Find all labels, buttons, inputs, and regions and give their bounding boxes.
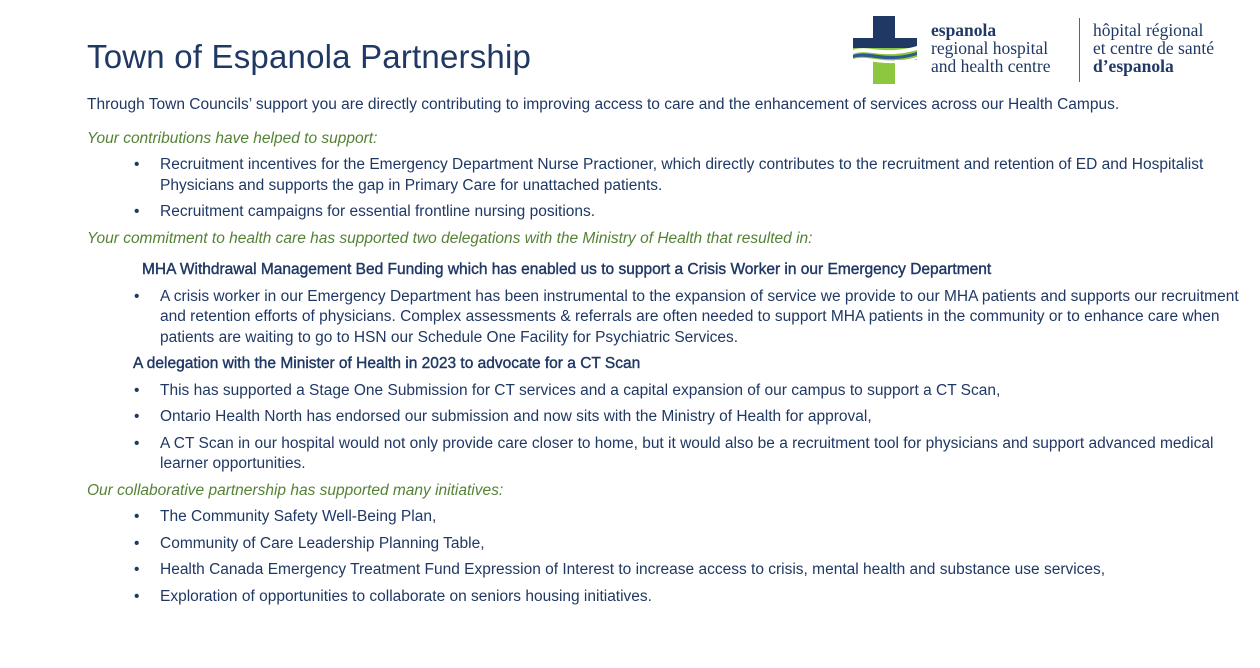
logo-text-english xyxy=(931,21,1051,75)
mha-list xyxy=(87,287,1247,349)
slide-content xyxy=(87,95,1247,613)
logo-en-line-3: and health centre xyxy=(931,56,1051,76)
logo-fr-line-2: et centre de santé xyxy=(1093,38,1214,58)
hospital-logo xyxy=(853,16,1233,84)
list-item: • Recruitment campaigns for essential frontline nursing positions. xyxy=(134,202,1247,223)
medical-cross-logo-icon xyxy=(853,16,923,84)
ct-list xyxy=(87,381,1247,475)
list-item: • Health Canada Emergency Treatment Fund Expression of Interest to increase access to crisis, mental health and substance use services, xyxy=(134,560,1247,581)
page-title: Town of Espanola Partnership xyxy=(87,38,532,75)
list-item: • A crisis worker in our Emergency Department has been instrumental to the expansion of service we provide to our MHA patients and supports our recruitment and retention efforts of physicians. Complex assessments & referrals are often needed to support MHA patients in the community or to enhance care when patients are waiting to go to HSN our Schedule One Facility for Psychiatric Services. xyxy=(134,287,1247,349)
mha-subheading: MHA Withdrawal Management Bed Funding which has enabled us to support a Crisis Worker in our Emergency Department xyxy=(142,261,992,278)
logo-fr-line-1: hôpital régional xyxy=(1093,20,1204,40)
list-item: • A CT Scan in our hospital would not only provide care closer to home, but it would also be a recruitment tool for physicians and support advanced medical learner opportunities. xyxy=(134,434,1247,475)
list-item: • Exploration of opportunities to collaborate on seniors housing initiatives. xyxy=(134,587,1247,608)
logo-en-line-2: regional hospital xyxy=(931,38,1049,58)
commitment-heading: Your commitment to health care has supported two delegations with the Ministry of Health that resulted in: xyxy=(87,229,813,247)
contributions-heading: Your contributions have helped to support: xyxy=(87,129,378,147)
partnership-heading: Our collaborative partnership has supported many initiatives: xyxy=(87,481,504,499)
ct-subheading: A delegation with the Minister of Health in 2023 to advocate for a CT Scan xyxy=(133,355,641,372)
partnership-list xyxy=(87,507,1247,607)
logo-divider xyxy=(1079,18,1080,82)
logo-en-line-1: espanola xyxy=(931,20,997,40)
logo-fr-line-3: d’espanola xyxy=(1093,56,1174,76)
list-item: • Ontario Health North has endorsed our submission and now sits with the Ministry of Health for approval, xyxy=(134,407,1247,428)
intro-paragraph: Through Town Councils’ support you are directly contributing to improving access to care and the enhancement of services across our Health Campus. xyxy=(87,96,1120,113)
list-item: • Recruitment incentives for the Emergency Department Nurse Practioner, which directly contributes to the recruitment and retention of ED and Hospitalist Physicians and supports the gap in Primary Care for unattached patients. xyxy=(134,155,1247,196)
list-item: • The Community Safety Well-Being Plan, xyxy=(134,507,1247,528)
logo-text-french xyxy=(1093,21,1214,75)
contributions-list xyxy=(87,155,1247,223)
list-item: • Community of Care Leadership Planning Table, xyxy=(134,534,1247,555)
list-item: • This has supported a Stage One Submission for CT services and a capital expansion of our campus to support a CT Scan, xyxy=(134,381,1247,402)
